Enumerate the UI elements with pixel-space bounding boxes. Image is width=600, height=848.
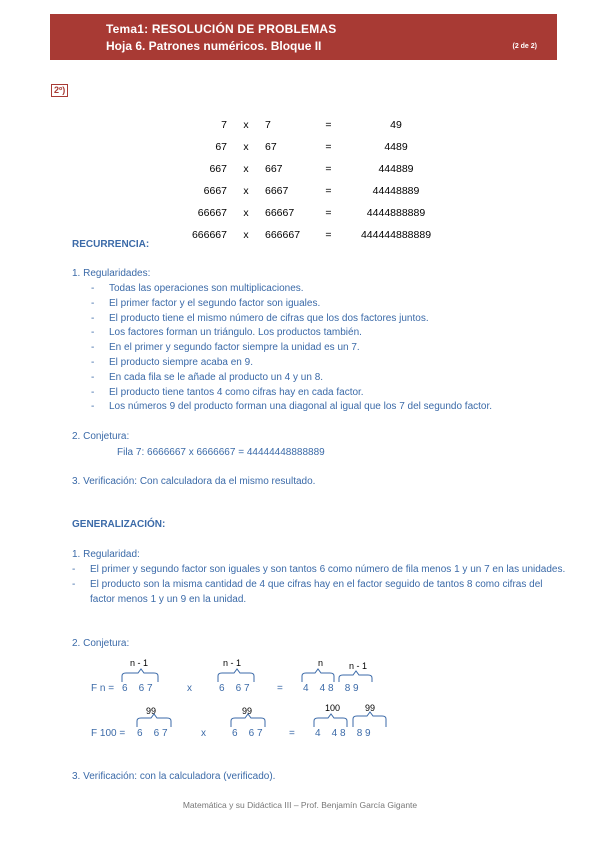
conjetura-label: 2. Conjetura: [72, 431, 130, 442]
times-sign: x [243, 141, 249, 153]
equals-sign: = [325, 163, 332, 175]
equals-sign: = [325, 229, 332, 241]
product: 444889 [378, 163, 414, 175]
formula-100-factor2: 6 6 7 [232, 728, 263, 739]
formula-100-label-f2: 99 [242, 706, 253, 716]
list-item: - El producto son la misma cantidad de 4 que cifras hay en el factor seguido de tantos 8 como cifras del factor menos 1 y un 9 en la unidad. [72, 578, 567, 608]
factor-a: 66667 [197, 207, 227, 219]
page-footer: Matemática y su Didáctica III – Prof. Benjamín García Gigante [182, 800, 418, 810]
conjetura-gen-label: 2. Conjetura: [72, 638, 130, 649]
formula-n-label-r8: n - 1 [349, 661, 368, 671]
list-item: - Todas las operaciones son multiplicaciones. [91, 282, 561, 297]
times-sign: x [243, 119, 249, 131]
factor-a: 7 [221, 119, 227, 131]
formula-n-label-f2: n - 1 [223, 658, 242, 668]
factor-b: 7 [265, 119, 271, 131]
list-item: - El producto siempre acaba en 9. [91, 356, 561, 371]
factor-b: 667 [265, 163, 283, 175]
equals-sign: = [325, 185, 332, 197]
formula-n-factor1: 6 6 7 [122, 683, 153, 694]
product: 44448889 [372, 185, 420, 197]
list-item: - El primer y segundo factor son iguales y son tantos 6 como número de fila menos 1 y un 7 en las unidades. [72, 563, 567, 578]
list-item: - Los factores forman un triángulo. Los productos también. [91, 326, 561, 341]
formula-100-label-r8: 99 [365, 703, 376, 713]
formula-n-result: 4 4 8 8 9 [303, 683, 359, 694]
times-sign: x [243, 185, 249, 197]
formula-n-label-f1: n - 1 [130, 658, 149, 668]
factor-b: 6667 [265, 185, 289, 197]
conjetura-text: Fila 7: 6666667 x 6666667 = 44444448888889 [117, 447, 325, 458]
times-sign: x [243, 207, 249, 219]
formula-n-equals: = [277, 683, 283, 694]
generalizacion-heading: GENERALIZACIÓN: [72, 519, 166, 530]
regularidades-label: 1. Regularidades: [72, 268, 151, 279]
formula-n-label-r4: n [318, 658, 324, 668]
recurrencia-heading: RECURRENCIA: [72, 239, 150, 250]
formula-100-label-f1: 99 [146, 706, 157, 716]
formula-100-lhs: F 100 = [91, 728, 126, 739]
formula-100-result: 4 4 8 8 9 [315, 728, 371, 739]
product: 4444888889 [366, 207, 426, 219]
formula-100-equals: = [289, 728, 295, 739]
equals-sign: = [325, 207, 332, 219]
regularidad-label: 1. Regularidad: [72, 549, 140, 560]
header-title: Tema1: RESOLUCIÓN DE PROBLEMAS [106, 22, 337, 36]
verificacion-text: 3. Verificación: Con calculadora da el mismo resultado. [72, 476, 316, 487]
product: 4489 [384, 141, 408, 153]
times-sign: x [243, 229, 249, 241]
equals-sign: = [325, 119, 332, 131]
header-subtitle: Hoja 6. Patrones numéricos. Bloque II [106, 39, 322, 53]
factor-b: 666667 [265, 229, 301, 241]
product: 49 [390, 119, 402, 131]
times-sign: x [243, 163, 249, 175]
factor-a: 6667 [203, 185, 227, 197]
list-item: - En cada fila se le añade al producto un 4 y un 8. [91, 371, 561, 386]
list-item: - El producto tiene el mismo número de cifras que los dos factores juntos. [91, 312, 561, 327]
formula-100-factor1: 6 6 7 [137, 728, 168, 739]
exercise-number: 2º) [51, 84, 68, 97]
factor-a: 666667 [191, 229, 227, 241]
formula-100-times: x [201, 728, 206, 739]
list-item: - Los números 9 del producto forman una diagonal al igual que los 7 del segundo factor. [91, 400, 561, 415]
formula-100-label-r4: 100 [325, 703, 341, 713]
factor-b: 66667 [265, 207, 295, 219]
product: 444444888889 [360, 229, 432, 241]
formula-n-factor2: 6 6 7 [219, 683, 250, 694]
equals-sign: = [325, 141, 332, 153]
factor-a: 667 [209, 163, 227, 175]
page-indicator: (2 de 2) [512, 43, 537, 50]
formula-n-lhs: F n = [91, 683, 115, 694]
factor-a: 67 [215, 141, 227, 153]
list-item: - El primer factor y el segundo factor son iguales. [91, 297, 561, 312]
list-item: - En el primer y segundo factor siempre la unidad es un 7. [91, 341, 561, 356]
formula-n-times: x [187, 683, 192, 694]
factor-b: 67 [265, 141, 277, 153]
list-item: - El producto tiene tantos 4 como cifras hay en cada factor. [91, 386, 561, 401]
verificacion-gen-text: 3. Verificación: con la calculadora (verificado). [72, 771, 276, 782]
